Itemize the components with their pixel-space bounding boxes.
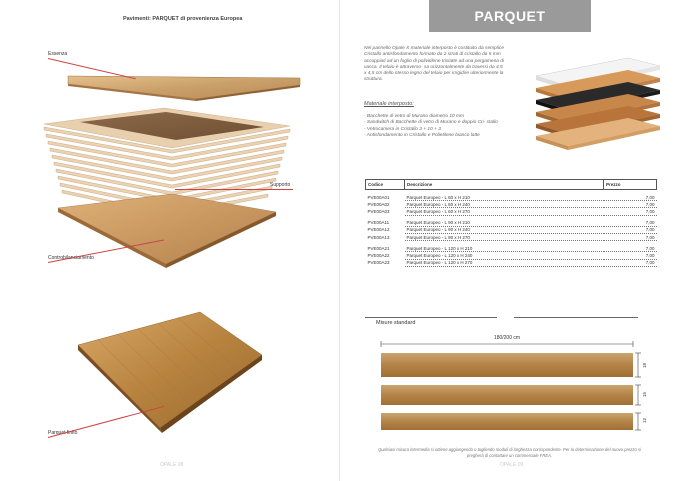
plank-15	[381, 385, 633, 405]
cell-code: PVE00A23	[367, 260, 390, 266]
table-row	[366, 208, 657, 215]
materiale-title: Materiale interposto:	[364, 101, 414, 107]
cell-price: 7,00	[604, 220, 657, 227]
table-row	[366, 245, 657, 252]
section-title: PARQUET	[474, 8, 546, 24]
materiale-list	[364, 114, 514, 139]
header-descrizione: Descrizione	[405, 180, 604, 190]
table-row	[366, 259, 657, 266]
header-prezzo: Prezzo	[604, 180, 657, 190]
height-label-15: 15	[642, 391, 648, 398]
cell-code: PVE00A21	[367, 245, 390, 251]
cell-desc: Parquet Europeo - L 60 x H 240	[405, 201, 604, 208]
cell-desc: Parquet Europeo - L 90 x H 210	[405, 220, 604, 227]
cell-code: PVE00A11	[367, 220, 390, 226]
right-folio: OPALE 09	[500, 462, 524, 468]
cell-desc: Parquet Europeo - L 120 x H 210	[405, 245, 604, 252]
misure-rule-right	[514, 317, 638, 318]
table-row	[366, 194, 657, 201]
misure-rule-left	[365, 317, 497, 318]
cell-desc: Parquet Europeo - L 120 x H 240	[405, 252, 604, 259]
cell-price: 7,00	[604, 201, 657, 208]
cell-price: 7,00	[604, 233, 657, 240]
section-tab	[429, 0, 591, 32]
price-table-header	[366, 180, 657, 190]
cell-desc: Parquet Europeo - L 60 x H 210	[405, 194, 604, 201]
header-codice: Codice	[366, 180, 405, 190]
price-table	[365, 179, 657, 267]
parquet-finito-panel	[78, 312, 262, 433]
label-controbilanciamento: Controbilanciamento	[48, 255, 94, 261]
table-row	[366, 233, 657, 240]
cell-code: PVE00A22	[367, 252, 390, 258]
table-row	[366, 226, 657, 233]
cell-desc: Parquet Europeo - L 90 x H 270	[405, 233, 604, 240]
materiale-item: - Sandwitch di Bacchette di vetro di Murano e doppio Cri- stallo	[364, 120, 498, 126]
layered-sample-illustration	[532, 54, 662, 164]
cell-code: PVE00A03	[367, 208, 390, 214]
height-label-18: 18	[642, 362, 648, 369]
misure-title: Misure standard	[376, 320, 416, 326]
label-essenza: Essenza	[48, 51, 68, 57]
table-row	[366, 220, 657, 227]
standard-sizes-diagram	[370, 340, 670, 440]
plank-18	[381, 353, 633, 377]
left-page-header: Pavimenti: PARQUET di provenienza Europea	[123, 16, 243, 22]
label-parquet-finito: Parquet finito	[48, 430, 78, 436]
cell-code: PVE00A01	[367, 194, 390, 200]
left-folio: OPALE 08	[160, 462, 184, 468]
essenza-veneer	[68, 76, 300, 99]
table-row	[366, 201, 657, 208]
cell-code: PVE00A02	[367, 201, 390, 207]
cell-price: 7,00	[604, 208, 657, 215]
materiale-item: - Vetrocamera in Cristallo 3 + 10 + 3	[364, 126, 441, 132]
label-supporto: Supporto	[270, 182, 291, 188]
supporto-leader-line	[175, 189, 293, 190]
cell-price: 7,00	[604, 252, 657, 259]
cell-desc: Parquet Europeo - L 60 x H 270	[405, 208, 604, 215]
materiale-item: - Antisfondamento in Cristallo e Polietilene bianco latte	[364, 132, 480, 138]
cell-desc: Parquet Europeo - L 90 x H 240	[405, 226, 604, 233]
cell-price: 7,00	[604, 259, 657, 266]
description-text: Nel pannello Opale X materiale interposto è costituito da semplice Cristallo antisfondamento formato da 2 strati di cristallo da 5 mm accoppiati ad un foglio di polivitilene trislatte ad una pergamena di vacca. Il telaio è attraverso- sa orizzontalmente da traversi da 4,5 x 4,5 cm dello stesso legno del telaio per irrigidire ulteriormente la struttura.	[364, 46, 504, 83]
footnote: Qualsiasi misura intermedia si ottiene aggiungendo o togliendo moduli di larghezza corrispondente. Per la determinazione del nuovo prezzo si pregherà di contattare un commerciale FREA.	[377, 447, 642, 458]
cell-price: 7,00	[604, 194, 657, 201]
height-label-12: 12	[642, 417, 648, 424]
plank-12	[381, 413, 633, 430]
table-row	[366, 252, 657, 259]
cell-desc: Parquet Europeo - L 120 x H 270	[405, 259, 604, 266]
cell-code: PVE00A12	[367, 227, 390, 233]
materiale-item: - Bacchette di vetro di Murano diametro 10 mm	[364, 114, 464, 119]
cell-code: PVE00A13	[367, 234, 390, 240]
cell-price: 7,00	[604, 226, 657, 233]
cell-price: 7,00	[604, 245, 657, 252]
width-dimension-label: 180/200 cm	[493, 335, 521, 341]
